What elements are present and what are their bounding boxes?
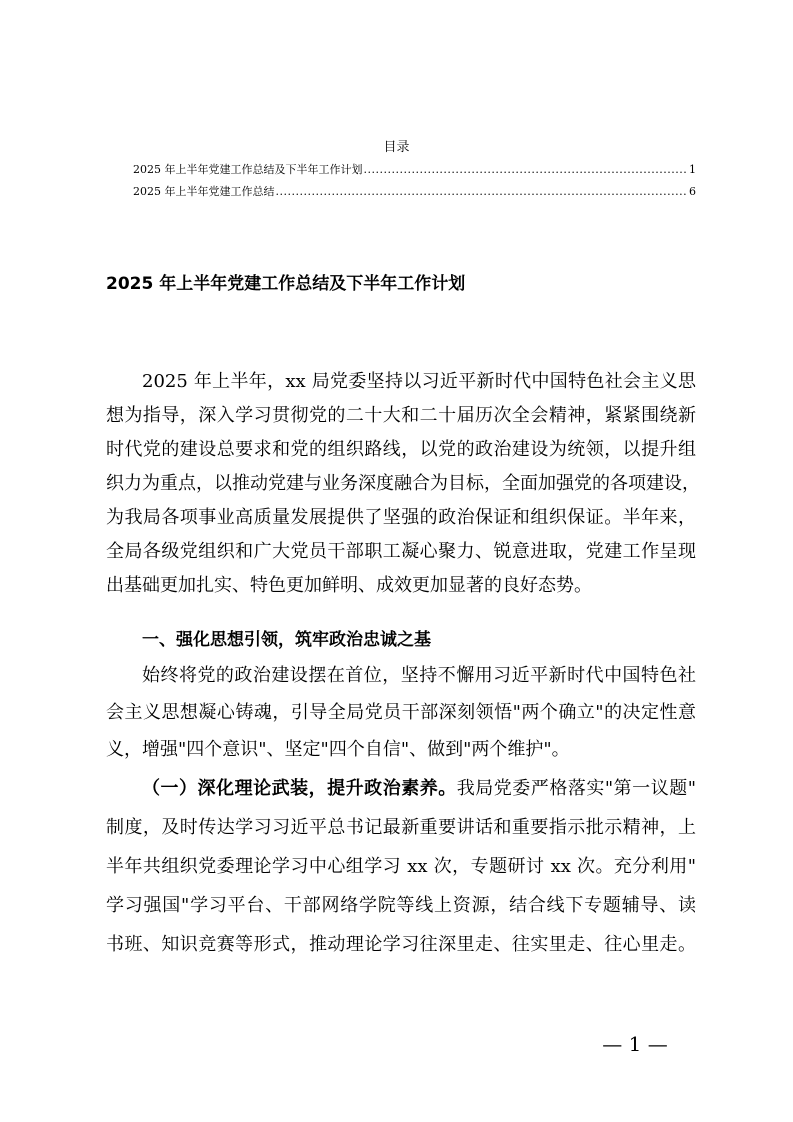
toc-entry[interactable] xyxy=(133,162,696,178)
paragraph-line: 时代党的建设总要求和党的组织路线，以党的政治建设为统领，以提升组 xyxy=(106,439,696,460)
toc-entry-text: 2025 年上半年党建工作总结 xyxy=(133,185,275,198)
paragraph-line: 全局各级党组织和广大党员干部职工凝心聚力、锐意进取，党建工作呈现 xyxy=(106,541,696,562)
document-title: 2025 年上半年党建工作总结及下半年工作计划 xyxy=(106,274,466,294)
paragraph-line: 书班、知识竞赛等形式，推动理论学习往深里走、往实里走、往心里走。 xyxy=(106,934,696,955)
paragraph-line: 始终将党的政治建设摆在首位，坚持不懈用习近平新时代中国特色社 xyxy=(142,665,696,686)
paragraph-line: 制度，及时传达学习习近平总书记最新重要讲话和重要指示批示精神，上 xyxy=(106,817,696,838)
paragraph-line: 出基础更加扎实、特色更加鲜明、成效更加显著的良好态势。 xyxy=(106,575,592,596)
subsection-text: 我局党委严格落实"第一议题" xyxy=(456,778,696,799)
toc-entry[interactable] xyxy=(133,184,696,200)
paragraph-line: 为我局各项事业高质量发展提供了坚强的政治保证和组织保证。半年来， xyxy=(106,507,696,528)
section-heading: 一、强化思想引领，筑牢政治忠诚之基 xyxy=(142,630,431,650)
paragraph-line: 织力为重点，以推动党建与业务深度融合为目标，全面加强党的各项建设， xyxy=(106,473,700,494)
subsection-first-line xyxy=(142,773,696,805)
toc-leader-dots xyxy=(364,162,689,178)
paragraph-line: 2025 年上半年，xx 局党委坚持以习近平新时代中国特色社会主义思 xyxy=(142,371,696,392)
toc-leader-dots xyxy=(276,184,689,200)
paragraph-line: 义，增强"四个意识"、坚定"四个自信"、做到"两个维护"。 xyxy=(106,739,570,760)
toc-entry-page: 1 xyxy=(689,163,696,176)
subsection-heading: （一）深化理论武装，提升政治素养。 xyxy=(142,778,457,799)
page-number: — 1 — xyxy=(602,1032,668,1056)
paragraph-line: 半年共组织党委理论学习中心组学习 xx 次，专题研讨 xx 次。充分利用" xyxy=(106,856,696,877)
toc-entry-text: 2025 年上半年党建工作总结及下半年工作计划 xyxy=(133,163,363,176)
paragraph-line: 会主义思想凝心铸魂，引导全局党员干部深刻领悟"两个确立"的决定性意 xyxy=(106,702,696,723)
toc-entry-page: 6 xyxy=(689,185,696,198)
toc-title: 目录 xyxy=(383,140,410,155)
paragraph-line: 想为指导，深入学习贯彻党的二十大和二十届历次全会精神，紧紧围绕新 xyxy=(106,405,696,426)
paragraph-line: 学习强国"学习平台、干部网络学院等线上资源，结合线下专题辅导、读 xyxy=(106,895,696,916)
